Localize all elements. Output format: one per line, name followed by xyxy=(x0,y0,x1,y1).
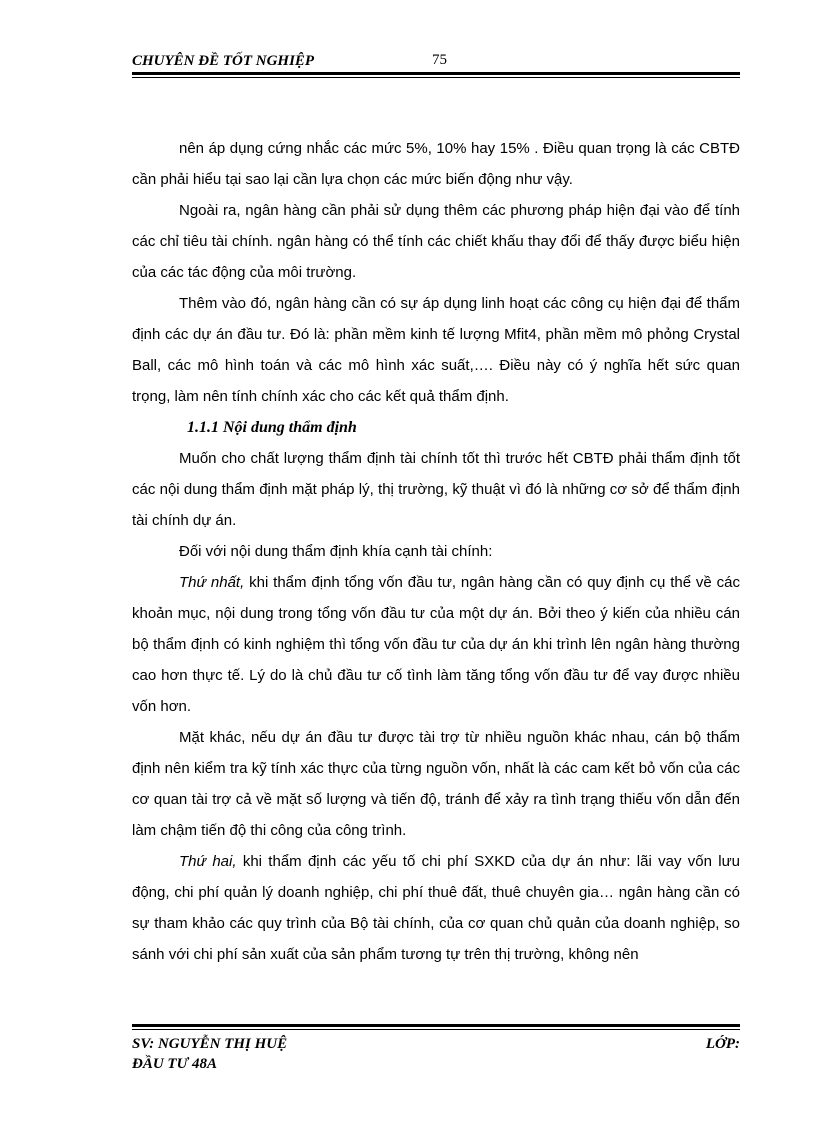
paragraph: nên áp dụng cứng nhắc các mức 5%, 10% hay 15% . Điều quan trọng là các CBTĐ cần phải hiểu tại sao lại cần lựa chọn các mức biến động như vậy. xyxy=(132,140,740,188)
page-number: 75 xyxy=(432,52,447,68)
paragraph: Đối với nội dung thẩm định khía cạnh tài chính: xyxy=(179,543,493,560)
paragraph: Mặt khác, nếu dự án đầu tư được tài trợ từ nhiều nguồn khác nhau, cán bộ thẩm định nên kiểm tra kỹ tính xác thực của từng nguồn vốn, nhất là các cam kết bỏ vốn của các cơ quan tài trợ cả về mặt số lượng và tiến độ, tránh để xảy ra tình trạng thiếu vốn dẫn đến làm chậm tiến độ thi công của công trình. xyxy=(132,729,740,839)
page-header xyxy=(132,50,740,72)
section-heading: 1.1.1 Nội dung thẩm định xyxy=(187,419,357,436)
class-label: LỚP: xyxy=(705,1036,740,1052)
paragraph-lead: Thứ nhất, xyxy=(179,574,245,591)
paragraph: Ngoài ra, ngân hàng cần phải sử dụng thêm các phương pháp hiện đại vào để tính các chỉ tiêu tài chính. ngân hàng có thể tính các chiết khấu thay đổi để thấy được biểu hiện của các tác động của môi trường. xyxy=(132,202,740,281)
paragraph-lead: Thứ hai, xyxy=(179,853,237,870)
paragraph-text: khi thẩm định các yếu tố chi phí SXKD của dự án như: lãi vay vốn lưu động, chi phí quản lý doanh nghiệp, chi phí thuê đất, thuê chuyên gia… ngân hàng cần có sự tham khảo các quy trình của Bộ tài chính, của cơ quan chủ quản của doanh nghiệp, so sánh với chi phí sản xuất của sản phẩm tương tự trên thị trường, không nên xyxy=(132,853,740,963)
paragraph xyxy=(132,846,740,970)
class-name: ĐẦU TƯ 48A xyxy=(132,1056,217,1072)
header-rule-thin xyxy=(132,77,740,78)
header-rule xyxy=(132,72,740,75)
paragraph: Thêm vào đó, ngân hàng cần có sự áp dụng linh hoạt các công cụ hiện đại để thẩm định các dự án đầu tư. Đó là: phần mềm kinh tế lượng Mfit4, phần mềm mô phỏng Crystal Ball, các mô hình toán và các mô hình xác suất,…. Điều này có ý nghĩa hết sức quan trọng, làm nên tính chính xác cho các kết quả thẩm định. xyxy=(132,295,740,405)
footer-student xyxy=(132,1034,287,1074)
paragraph xyxy=(132,567,740,722)
footer-rule xyxy=(132,1024,740,1027)
document-body xyxy=(132,133,740,970)
paragraph: Muốn cho chất lượng thẩm định tài chính tốt thì trước hết CBTĐ phải thẩm định tốt các nội dung thẩm định mặt pháp lý, thị trường, kỹ thuật vì đó là những cơ sở để thẩm định tài chính dự án. xyxy=(132,450,740,529)
header-title: CHUYÊN ĐỀ TỐT NGHIỆP xyxy=(132,53,315,69)
student-name: SV: NGUYỄN THỊ HUỆ xyxy=(132,1036,288,1052)
footer-rule-thin xyxy=(132,1029,740,1030)
paragraph-text: khi thẩm định tổng vốn đầu tư, ngân hàng cần có quy định cụ thể về các khoản mục, nội dung trong tổng vốn đầu tư của một dự án. Bởi theo ý kiến của nhiều cán bộ thẩm định có kinh nghiệm thì tổng vốn đầu tư của dự án khi trình lên ngân hàng thường cao hơn thực tế. Lý do là chủ đầu tư cố tình làm tăng tổng vốn đầu tư để vay được nhiều vốn hơn. xyxy=(132,574,740,715)
